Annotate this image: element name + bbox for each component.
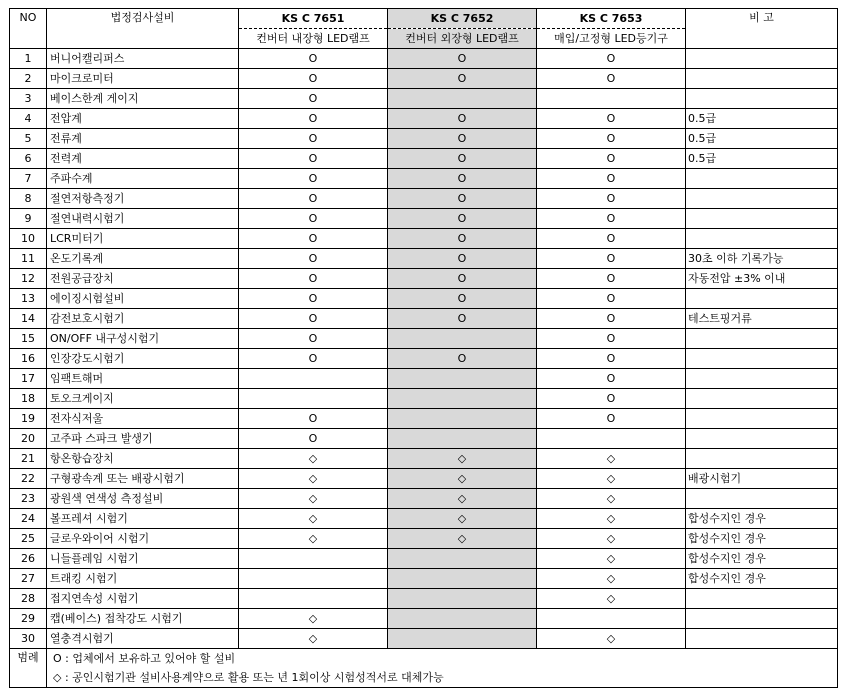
mark-ks-c-7653: O xyxy=(537,129,686,149)
header-desc-7652: 컨버터 외장형 LED램프 xyxy=(388,29,537,49)
row-number: 30 xyxy=(10,629,47,649)
mark-ks-c-7653: O xyxy=(537,209,686,229)
table-row xyxy=(10,369,838,389)
mark-ks-c-7653: ◇ xyxy=(537,529,686,549)
mark-ks-c-7653: O xyxy=(537,69,686,89)
row-number: 19 xyxy=(10,409,47,429)
row-note xyxy=(686,49,838,69)
row-note: 테스트핑거류 xyxy=(686,309,838,329)
mark-ks-c-7652: O xyxy=(388,229,537,249)
header-note: 비 고 xyxy=(686,9,838,49)
mark-ks-c-7652: ◇ xyxy=(388,489,537,509)
mark-ks-c-7653 xyxy=(537,609,686,629)
mark-ks-c-7651: O xyxy=(239,69,388,89)
row-number: 26 xyxy=(10,549,47,569)
table-row xyxy=(10,289,838,309)
mark-ks-c-7651 xyxy=(239,549,388,569)
mark-ks-c-7651: O xyxy=(239,209,388,229)
row-number: 17 xyxy=(10,369,47,389)
mark-ks-c-7652: O xyxy=(388,189,537,209)
mark-ks-c-7652 xyxy=(388,389,537,409)
mark-ks-c-7651: ◇ xyxy=(239,449,388,469)
mark-ks-c-7653: O xyxy=(537,109,686,129)
mark-ks-c-7652: O xyxy=(388,149,537,169)
row-note xyxy=(686,589,838,609)
equipment-name: 절연저항측정기 xyxy=(47,189,239,209)
row-note xyxy=(686,89,838,109)
row-note: 0.5급 xyxy=(686,109,838,129)
legend-body xyxy=(47,649,838,688)
mark-ks-c-7651: ◇ xyxy=(239,509,388,529)
mark-ks-c-7652: O xyxy=(388,269,537,289)
equipment-name: 니들플레임 시험기 xyxy=(47,549,239,569)
mark-ks-c-7653: O xyxy=(537,249,686,269)
row-note: 합성수지인 경우 xyxy=(686,569,838,589)
equipment-name: 트래킹 시험기 xyxy=(47,569,239,589)
row-number: 5 xyxy=(10,129,47,149)
table-row xyxy=(10,549,838,569)
row-note xyxy=(686,329,838,349)
row-number: 22 xyxy=(10,469,47,489)
equipment-name: 마이크로미터 xyxy=(47,69,239,89)
row-number: 6 xyxy=(10,149,47,169)
mark-ks-c-7652: O xyxy=(388,209,537,229)
row-number: 1 xyxy=(10,49,47,69)
row-note xyxy=(686,229,838,249)
equipment-name: LCR미터기 xyxy=(47,229,239,249)
equipment-name: 감전보호시험기 xyxy=(47,309,239,329)
mark-ks-c-7652: O xyxy=(388,249,537,269)
mark-ks-c-7651: O xyxy=(239,49,388,69)
mark-ks-c-7652: O xyxy=(388,289,537,309)
equipment-name: 열충격시험기 xyxy=(47,629,239,649)
row-note: 배광시험기 xyxy=(686,469,838,489)
header-standard-7652: KS C 7652 xyxy=(388,9,537,29)
mark-ks-c-7652 xyxy=(388,409,537,429)
mark-ks-c-7651 xyxy=(239,389,388,409)
row-number: 4 xyxy=(10,109,47,129)
row-note xyxy=(686,449,838,469)
row-number: 12 xyxy=(10,269,47,289)
row-note: 자동전압 ±3% 이내 xyxy=(686,269,838,289)
table-row xyxy=(10,569,838,589)
table-row xyxy=(10,229,838,249)
equipment-name: 전원공급장치 xyxy=(47,269,239,289)
row-note xyxy=(686,369,838,389)
mark-ks-c-7653: ◇ xyxy=(537,549,686,569)
row-number: 15 xyxy=(10,329,47,349)
mark-ks-c-7651 xyxy=(239,569,388,589)
row-note xyxy=(686,489,838,509)
mark-ks-c-7652 xyxy=(388,569,537,589)
table-row xyxy=(10,609,838,629)
mark-ks-c-7653: ◇ xyxy=(537,569,686,589)
mark-ks-c-7652: O xyxy=(388,129,537,149)
mark-ks-c-7652: ◇ xyxy=(388,449,537,469)
mark-ks-c-7651: O xyxy=(239,189,388,209)
mark-ks-c-7651: ◇ xyxy=(239,609,388,629)
table-row xyxy=(10,329,838,349)
mark-ks-c-7651: O xyxy=(239,289,388,309)
table-row xyxy=(10,149,838,169)
row-note xyxy=(686,629,838,649)
mark-ks-c-7652: O xyxy=(388,169,537,189)
row-number: 29 xyxy=(10,609,47,629)
table-row xyxy=(10,489,838,509)
equipment-name: 베이스한계 게이지 xyxy=(47,89,239,109)
mark-ks-c-7652: O xyxy=(388,69,537,89)
mark-ks-c-7653: O xyxy=(537,169,686,189)
mark-ks-c-7651: O xyxy=(239,429,388,449)
mark-ks-c-7653: O xyxy=(537,269,686,289)
header-no: NO xyxy=(10,9,47,49)
mark-ks-c-7653: O xyxy=(537,309,686,329)
mark-ks-c-7653 xyxy=(537,429,686,449)
mark-ks-c-7652: O xyxy=(388,109,537,129)
row-number: 24 xyxy=(10,509,47,529)
row-note xyxy=(686,349,838,369)
mark-ks-c-7651: ◇ xyxy=(239,629,388,649)
row-number: 3 xyxy=(10,89,47,109)
mark-ks-c-7652 xyxy=(388,369,537,389)
table-row xyxy=(10,269,838,289)
row-number: 20 xyxy=(10,429,47,449)
table-row xyxy=(10,249,838,269)
row-number: 28 xyxy=(10,589,47,609)
row-number: 10 xyxy=(10,229,47,249)
equipment-name: 인장강도시험기 xyxy=(47,349,239,369)
row-number: 25 xyxy=(10,529,47,549)
equipment-name: 광원색 연색성 측정설비 xyxy=(47,489,239,509)
row-number: 14 xyxy=(10,309,47,329)
mark-ks-c-7653: ◇ xyxy=(537,469,686,489)
row-number: 2 xyxy=(10,69,47,89)
table-row xyxy=(10,209,838,229)
equipment-name: 캡(베이스) 접착강도 시험기 xyxy=(47,609,239,629)
row-note: 합성수지인 경우 xyxy=(686,529,838,549)
table-row xyxy=(10,529,838,549)
table-row xyxy=(10,449,838,469)
equipment-name: 임팩트해머 xyxy=(47,369,239,389)
mark-ks-c-7651: O xyxy=(239,149,388,169)
mark-ks-c-7652 xyxy=(388,89,537,109)
row-note: 0.5급 xyxy=(686,149,838,169)
table-row xyxy=(10,389,838,409)
row-note xyxy=(686,609,838,629)
mark-ks-c-7653: ◇ xyxy=(537,449,686,469)
row-note xyxy=(686,189,838,209)
table-row xyxy=(10,409,838,429)
equipment-name: 에이징시험설비 xyxy=(47,289,239,309)
row-note xyxy=(686,289,838,309)
legend-row xyxy=(10,649,838,688)
row-number: 11 xyxy=(10,249,47,269)
row-number: 27 xyxy=(10,569,47,589)
table-row xyxy=(10,629,838,649)
mark-ks-c-7651: O xyxy=(239,129,388,149)
row-number: 7 xyxy=(10,169,47,189)
mark-ks-c-7652: ◇ xyxy=(388,469,537,489)
mark-ks-c-7651: O xyxy=(239,309,388,329)
mark-ks-c-7653: ◇ xyxy=(537,489,686,509)
table-row xyxy=(10,349,838,369)
equipment-name: 고주파 스파크 발생기 xyxy=(47,429,239,449)
mark-ks-c-7652 xyxy=(388,329,537,349)
row-note xyxy=(686,69,838,89)
mark-ks-c-7653: O xyxy=(537,49,686,69)
mark-ks-c-7652: O xyxy=(388,309,537,329)
mark-ks-c-7653: O xyxy=(537,369,686,389)
equipment-name: 전류계 xyxy=(47,129,239,149)
equipment-name: 전력계 xyxy=(47,149,239,169)
mark-ks-c-7652 xyxy=(388,589,537,609)
mark-ks-c-7653: ◇ xyxy=(537,509,686,529)
header-standard-7651: KS C 7651 xyxy=(239,9,388,29)
mark-ks-c-7651: O xyxy=(239,349,388,369)
mark-ks-c-7653: O xyxy=(537,409,686,429)
equipment-name: 버니어캘리퍼스 xyxy=(47,49,239,69)
mark-ks-c-7653: O xyxy=(537,289,686,309)
mark-ks-c-7651: O xyxy=(239,329,388,349)
row-number: 16 xyxy=(10,349,47,369)
row-note xyxy=(686,429,838,449)
row-note xyxy=(686,209,838,229)
header-desc-7651: 컨버터 내장형 LED램프 xyxy=(239,29,388,49)
row-note: 합성수지인 경우 xyxy=(686,549,838,569)
table-row xyxy=(10,589,838,609)
header-standard-7653: KS C 7653 xyxy=(537,9,686,29)
mark-ks-c-7651: ◇ xyxy=(239,529,388,549)
table-row xyxy=(10,469,838,489)
row-number: 13 xyxy=(10,289,47,309)
mark-ks-c-7652: O xyxy=(388,49,537,69)
row-note: 0.5급 xyxy=(686,129,838,149)
table-body xyxy=(10,49,838,649)
mark-ks-c-7653: O xyxy=(537,149,686,169)
mark-ks-c-7651: O xyxy=(239,89,388,109)
mark-ks-c-7652: ◇ xyxy=(388,529,537,549)
equipment-name: 온도기록계 xyxy=(47,249,239,269)
table-row xyxy=(10,89,838,109)
mark-ks-c-7653: O xyxy=(537,349,686,369)
equipment-name: 글로우와이어 시험기 xyxy=(47,529,239,549)
equipment-table xyxy=(9,8,838,688)
mark-ks-c-7651: ◇ xyxy=(239,489,388,509)
equipment-name: 전압계 xyxy=(47,109,239,129)
equipment-name: 토오크게이지 xyxy=(47,389,239,409)
row-number: 18 xyxy=(10,389,47,409)
mark-ks-c-7651: O xyxy=(239,269,388,289)
mark-ks-c-7653: O xyxy=(537,389,686,409)
equipment-name: 전자식저울 xyxy=(47,409,239,429)
mark-ks-c-7651 xyxy=(239,369,388,389)
mark-ks-c-7652 xyxy=(388,629,537,649)
mark-ks-c-7652 xyxy=(388,609,537,629)
equipment-name: 접지연속성 시험기 xyxy=(47,589,239,609)
row-note: 30초 이하 기록가능 xyxy=(686,249,838,269)
legend-line-owned: O : 업체에서 보유하고 있어야 할 설비 xyxy=(53,652,236,665)
mark-ks-c-7652 xyxy=(388,429,537,449)
mark-ks-c-7653: O xyxy=(537,329,686,349)
table-row xyxy=(10,109,838,129)
mark-ks-c-7651: O xyxy=(239,169,388,189)
mark-ks-c-7651: O xyxy=(239,109,388,129)
equipment-name: 구형광속계 또는 배광시험기 xyxy=(47,469,239,489)
row-note xyxy=(686,389,838,409)
mark-ks-c-7653: O xyxy=(537,189,686,209)
table-row xyxy=(10,309,838,329)
mark-ks-c-7653: O xyxy=(537,229,686,249)
equipment-name: ON/OFF 내구성시험기 xyxy=(47,329,239,349)
row-note xyxy=(686,169,838,189)
table-row xyxy=(10,69,838,89)
header-row-1 xyxy=(10,9,838,29)
mark-ks-c-7653 xyxy=(537,89,686,109)
row-note: 합성수지인 경우 xyxy=(686,509,838,529)
equipment-name: 항온항습장치 xyxy=(47,449,239,469)
table-row xyxy=(10,509,838,529)
table-row xyxy=(10,429,838,449)
mark-ks-c-7651: O xyxy=(239,229,388,249)
mark-ks-c-7652: O xyxy=(388,349,537,369)
mark-ks-c-7651 xyxy=(239,589,388,609)
row-number: 9 xyxy=(10,209,47,229)
table-row xyxy=(10,129,838,149)
mark-ks-c-7651: ◇ xyxy=(239,469,388,489)
legend-label: 범례 xyxy=(10,649,47,688)
equipment-name: 볼프레셔 시험기 xyxy=(47,509,239,529)
header-equipment: 법정검사설비 xyxy=(47,9,239,49)
equipment-name: 절연내력시험기 xyxy=(47,209,239,229)
equipment-name: 주파수계 xyxy=(47,169,239,189)
table-row xyxy=(10,189,838,209)
table-row xyxy=(10,169,838,189)
header-desc-7653: 매입/고정형 LED등기구 xyxy=(537,29,686,49)
mark-ks-c-7652: ◇ xyxy=(388,509,537,529)
mark-ks-c-7651: O xyxy=(239,409,388,429)
mark-ks-c-7653: ◇ xyxy=(537,629,686,649)
mark-ks-c-7652 xyxy=(388,549,537,569)
legend-line-contract: ◇ : 공인시험기관 설비사용계약으로 활용 또는 년 1회이상 시험성적서로 대체가능 xyxy=(53,671,444,684)
row-number: 21 xyxy=(10,449,47,469)
row-number: 23 xyxy=(10,489,47,509)
mark-ks-c-7651: O xyxy=(239,249,388,269)
row-number: 8 xyxy=(10,189,47,209)
mark-ks-c-7653: ◇ xyxy=(537,589,686,609)
table-row xyxy=(10,49,838,69)
row-note xyxy=(686,409,838,429)
